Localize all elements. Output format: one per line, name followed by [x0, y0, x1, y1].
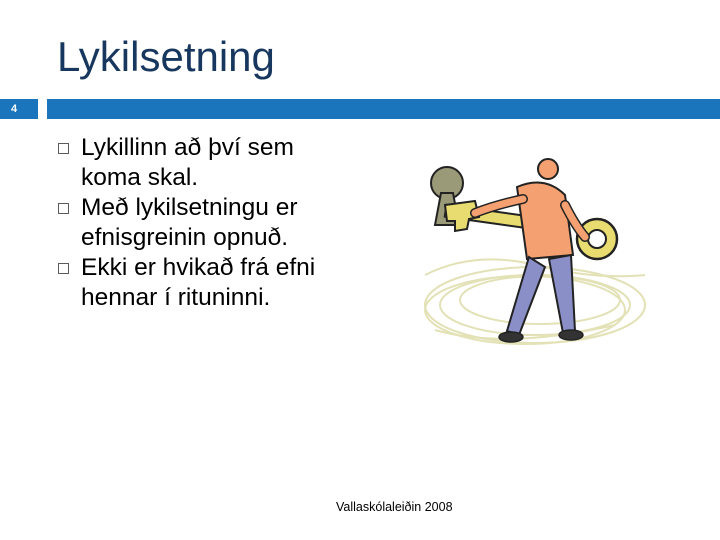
- slide-title: Lykilsetning: [57, 33, 275, 80]
- slide-number-bar: [0, 99, 38, 119]
- list-item: [55, 193, 355, 253]
- bullet-text: Lykillinn að því sem koma skal.: [81, 134, 294, 191]
- title-divider-bar: [47, 99, 720, 119]
- bullet-text: Með lykilsetningu er efnisgreinin opnuð.: [81, 194, 298, 251]
- list-item: [55, 253, 355, 313]
- square-bullet-icon: [58, 263, 69, 274]
- man-carrying-key-icon: [415, 155, 655, 355]
- square-bullet-icon: [58, 143, 69, 154]
- list-item: [55, 133, 355, 193]
- bullet-text: Ekki er hvikað frá efni hennar í rituninni.: [81, 254, 316, 311]
- slide-number: 4: [11, 103, 18, 115]
- slide-footer: Vallaskólaleiðin 2008: [336, 500, 453, 514]
- square-bullet-icon: [58, 203, 69, 214]
- bullet-list: [55, 133, 355, 313]
